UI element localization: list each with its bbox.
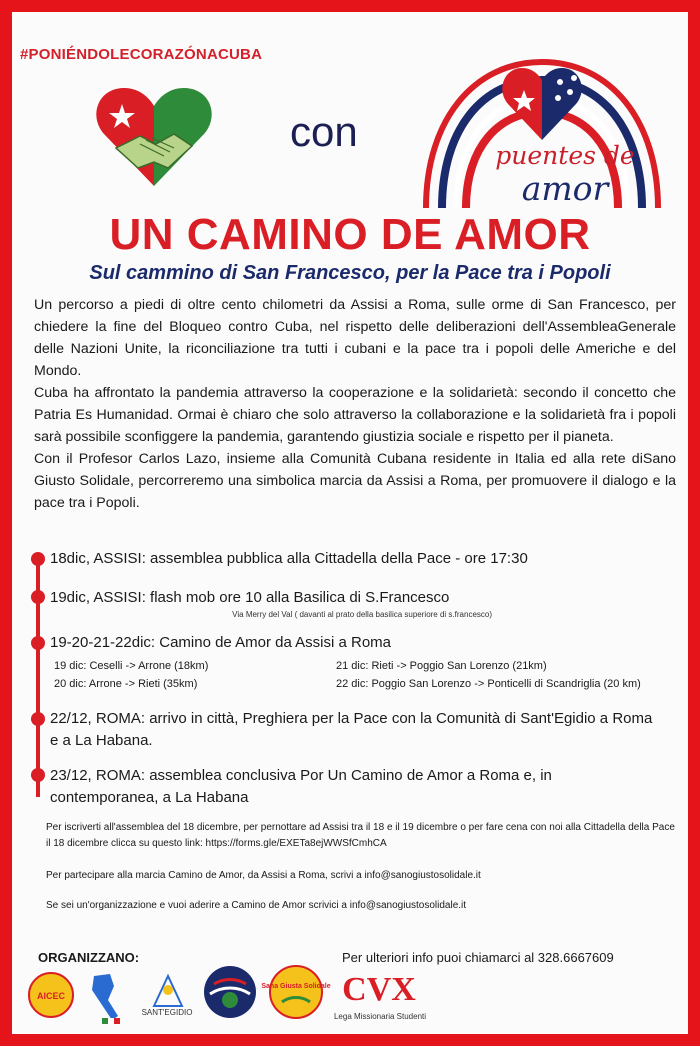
event-18dic: 18dic, ASSISI: assemblea pubblica alla Cittadella della Pace - ore 17:30 [50, 550, 528, 567]
timeline-dot [31, 712, 45, 726]
subtitle: Sul cammino di San Francesco, per la Pace tra i Popoli [89, 262, 611, 284]
organizzano-label: ORGANIZZANO: [38, 950, 140, 965]
route-19dic: 19 dic: Ceselli -> Arrone (18km) [54, 660, 209, 672]
santegidio-logo [142, 970, 194, 1010]
con-word: con [290, 108, 358, 155]
route-22dic: 22 dic: Poggio San Lorenzo -> Ponticelli di Scandriglia (20 km) [336, 678, 641, 690]
paragraph-3: Con il Profesor Carlos Lazo, insieme alla Comunità Cubana residente in Italia ed alla rete diSano Giusto Solidale, percorreremo una simbolica marcia da Assisi a Roma, per promuovere il dialogo e la pace tra i Popoli. [34, 451, 676, 511]
sana-giusta-logo-text: Sana Giusta Solidale [261, 983, 331, 990]
flashmob-note: Via Merry del Val ( davanti al prato della basilica superiore di s.francesco) [232, 610, 492, 619]
main-title: UN CAMINO DE AMOR [109, 210, 591, 259]
contact-info: Per ulteriori info puoi chiamarci al 328.6667609 [342, 950, 614, 965]
amor-logo-text: amor [521, 169, 609, 208]
heart-handshake-logo [94, 82, 214, 192]
route-21dic: 21 dic: Rieti -> Poggio San Lorenzo (21km) [336, 660, 547, 672]
info-organizations: Se sei un'organizzazione e vuoi aderire a Camino de Amor scrivici a info@sanogiustosolidale.it [46, 900, 467, 911]
globe-logo [202, 964, 258, 1020]
timeline-dot [31, 552, 45, 566]
cvx-logo [334, 968, 424, 1012]
event-23-12: 23/12, ROMA: assemblea conclusiva Por Un Camino de Amor a Roma e, in contemporanea, a La Habana [50, 767, 552, 806]
timeline-dot [31, 636, 45, 650]
info-march: Per partecipare alla marcia Camino de Amor, da Assisi a Roma, scrivi a info@sanogiustosolidale.it [46, 870, 481, 881]
sana-giusta-solidale-logo [261, 964, 331, 1020]
italy-cuba-logo [84, 970, 130, 1026]
santegidio-caption: SANT'EGIDIO [141, 1008, 193, 1017]
aicec-logo-text: AICEC [36, 991, 66, 1001]
timeline-dot [31, 768, 45, 782]
puentes-logo-text: puentes de [495, 141, 635, 170]
event-19dic: 19dic, ASSISI: flash mob ore 10 alla Basilica di S.Francesco [50, 589, 450, 606]
event-22-12: 22/12, ROMA: arrivo in città, Preghiera per la Pace con la Comunità di Sant'Egidio a Roma e a La Habana. [50, 710, 653, 749]
cvx-logo-text: CVX [342, 971, 416, 1008]
route-20dic: 20 dic: Arrone -> Rieti (35km) [54, 678, 198, 690]
hashtag: #PONIÉNDOLECORAZÓNACUBA [20, 46, 263, 63]
event-camino: 19-20-21-22dic: Camino de Amor da Assisi a Roma [50, 634, 392, 651]
info-registration: Per iscriverti all'assemblea del 18 dicembre, per pernottare ad Assisi tra il 18 e il 19 dicembre o per fare cena con noi alla Cittadella della Pace il 18 dicembre clicca su questo link: https://forms.gle/EXETa8ejWWSfCmhCA [46, 822, 675, 849]
cvx-caption: Lega Missionaria Studenti [333, 1012, 427, 1021]
aicec-logo [26, 970, 76, 1020]
paragraph-1: Un percorso a piedi di oltre cento chilometri da Assisi a Roma, sulle orme di San Francesco, per chiedere la fine del Bloqueo contro Cuba, nel rispetto delle deliberazioni dell'AssembleaGenerale delle Nazioni Unite, la riconciliazione tra tutti i cubani e la pace tra i popoli delle Americhe e del Mondo. [34, 297, 676, 379]
intro-text [34, 294, 676, 514]
timeline-dot [31, 590, 45, 604]
paragraph-2: Cuba ha affrontato la pandemia attraverso la cooperazione e la solidarietà: secondo il concetto che Patria Es Humanidad. Ormai è chiaro che solo attraverso la collaborazione e la solidarietà fra i popoli sarà possibile sconfiggere la pandemia, garantendo giustizia sociale e rispetto per il pianeta. [34, 385, 676, 445]
poster [12, 12, 688, 1034]
